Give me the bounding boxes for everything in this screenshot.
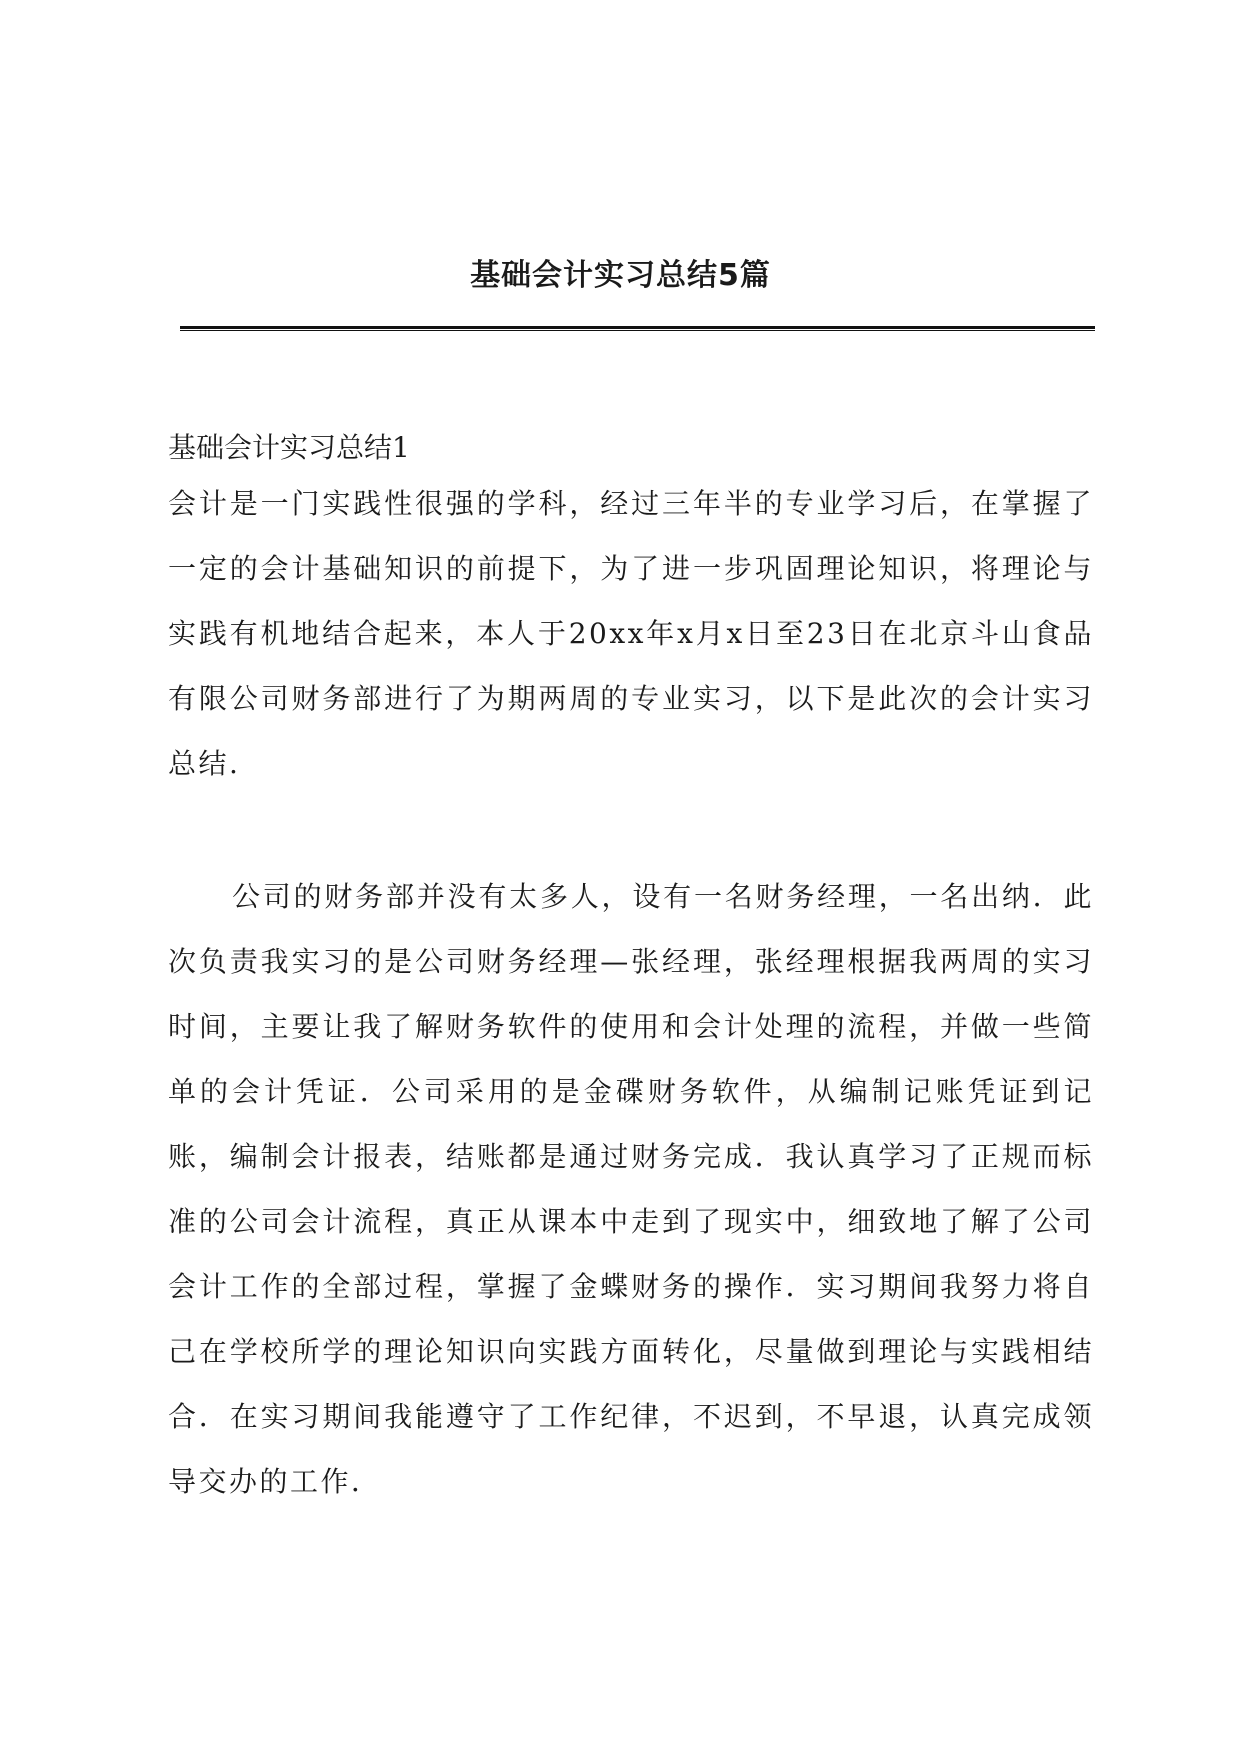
document-body [168, 428, 1094, 1514]
document-title: 基础会计实习总结5篇 [470, 258, 771, 293]
paragraph-1: 会计是一门实践性很强的学科，经过三年半的专业学习后，在掌握了一定的会计基础知识的前提下，为了进一步巩固理论知识，将理论与实践有机地结合起来，本人于20xx年x月x日至23日在北京斗山食品有限公司财务部进行了为期两周的专业实习，以下是此次的会计实习总结. [168, 487, 1094, 780]
paragraph-2: 公司的财务部并没有太多人，设有一名财务经理，一名出纳．此次负责我实习的是公司财务经理—张经理，张经理根据我两周的实习时间，主要让我了解财务软件的使用和会计处理的流程，并做一些简单的会计凭证．公司采用的是金碟财务软件，从编制记账凭证到记账，编制会计报表，结账都是通过财务完成．我认真学习了正规而标准的公司会计流程，真正从课本中走到了现实中，细致地了解了公司会计工作的全部过程，掌握了金蝶财务的操作．实习期间我努力将自己在学校所学的理论知识向实践方面转化，尽量做到理论与实践相结合．在实习期间我能遵守了工作纪律，不迟到，不早退，认真完成领导交办的工作． [168, 880, 1094, 1498]
section-heading: 基础会计实习总结1 [168, 431, 410, 464]
title-double-rule [180, 326, 1095, 331]
